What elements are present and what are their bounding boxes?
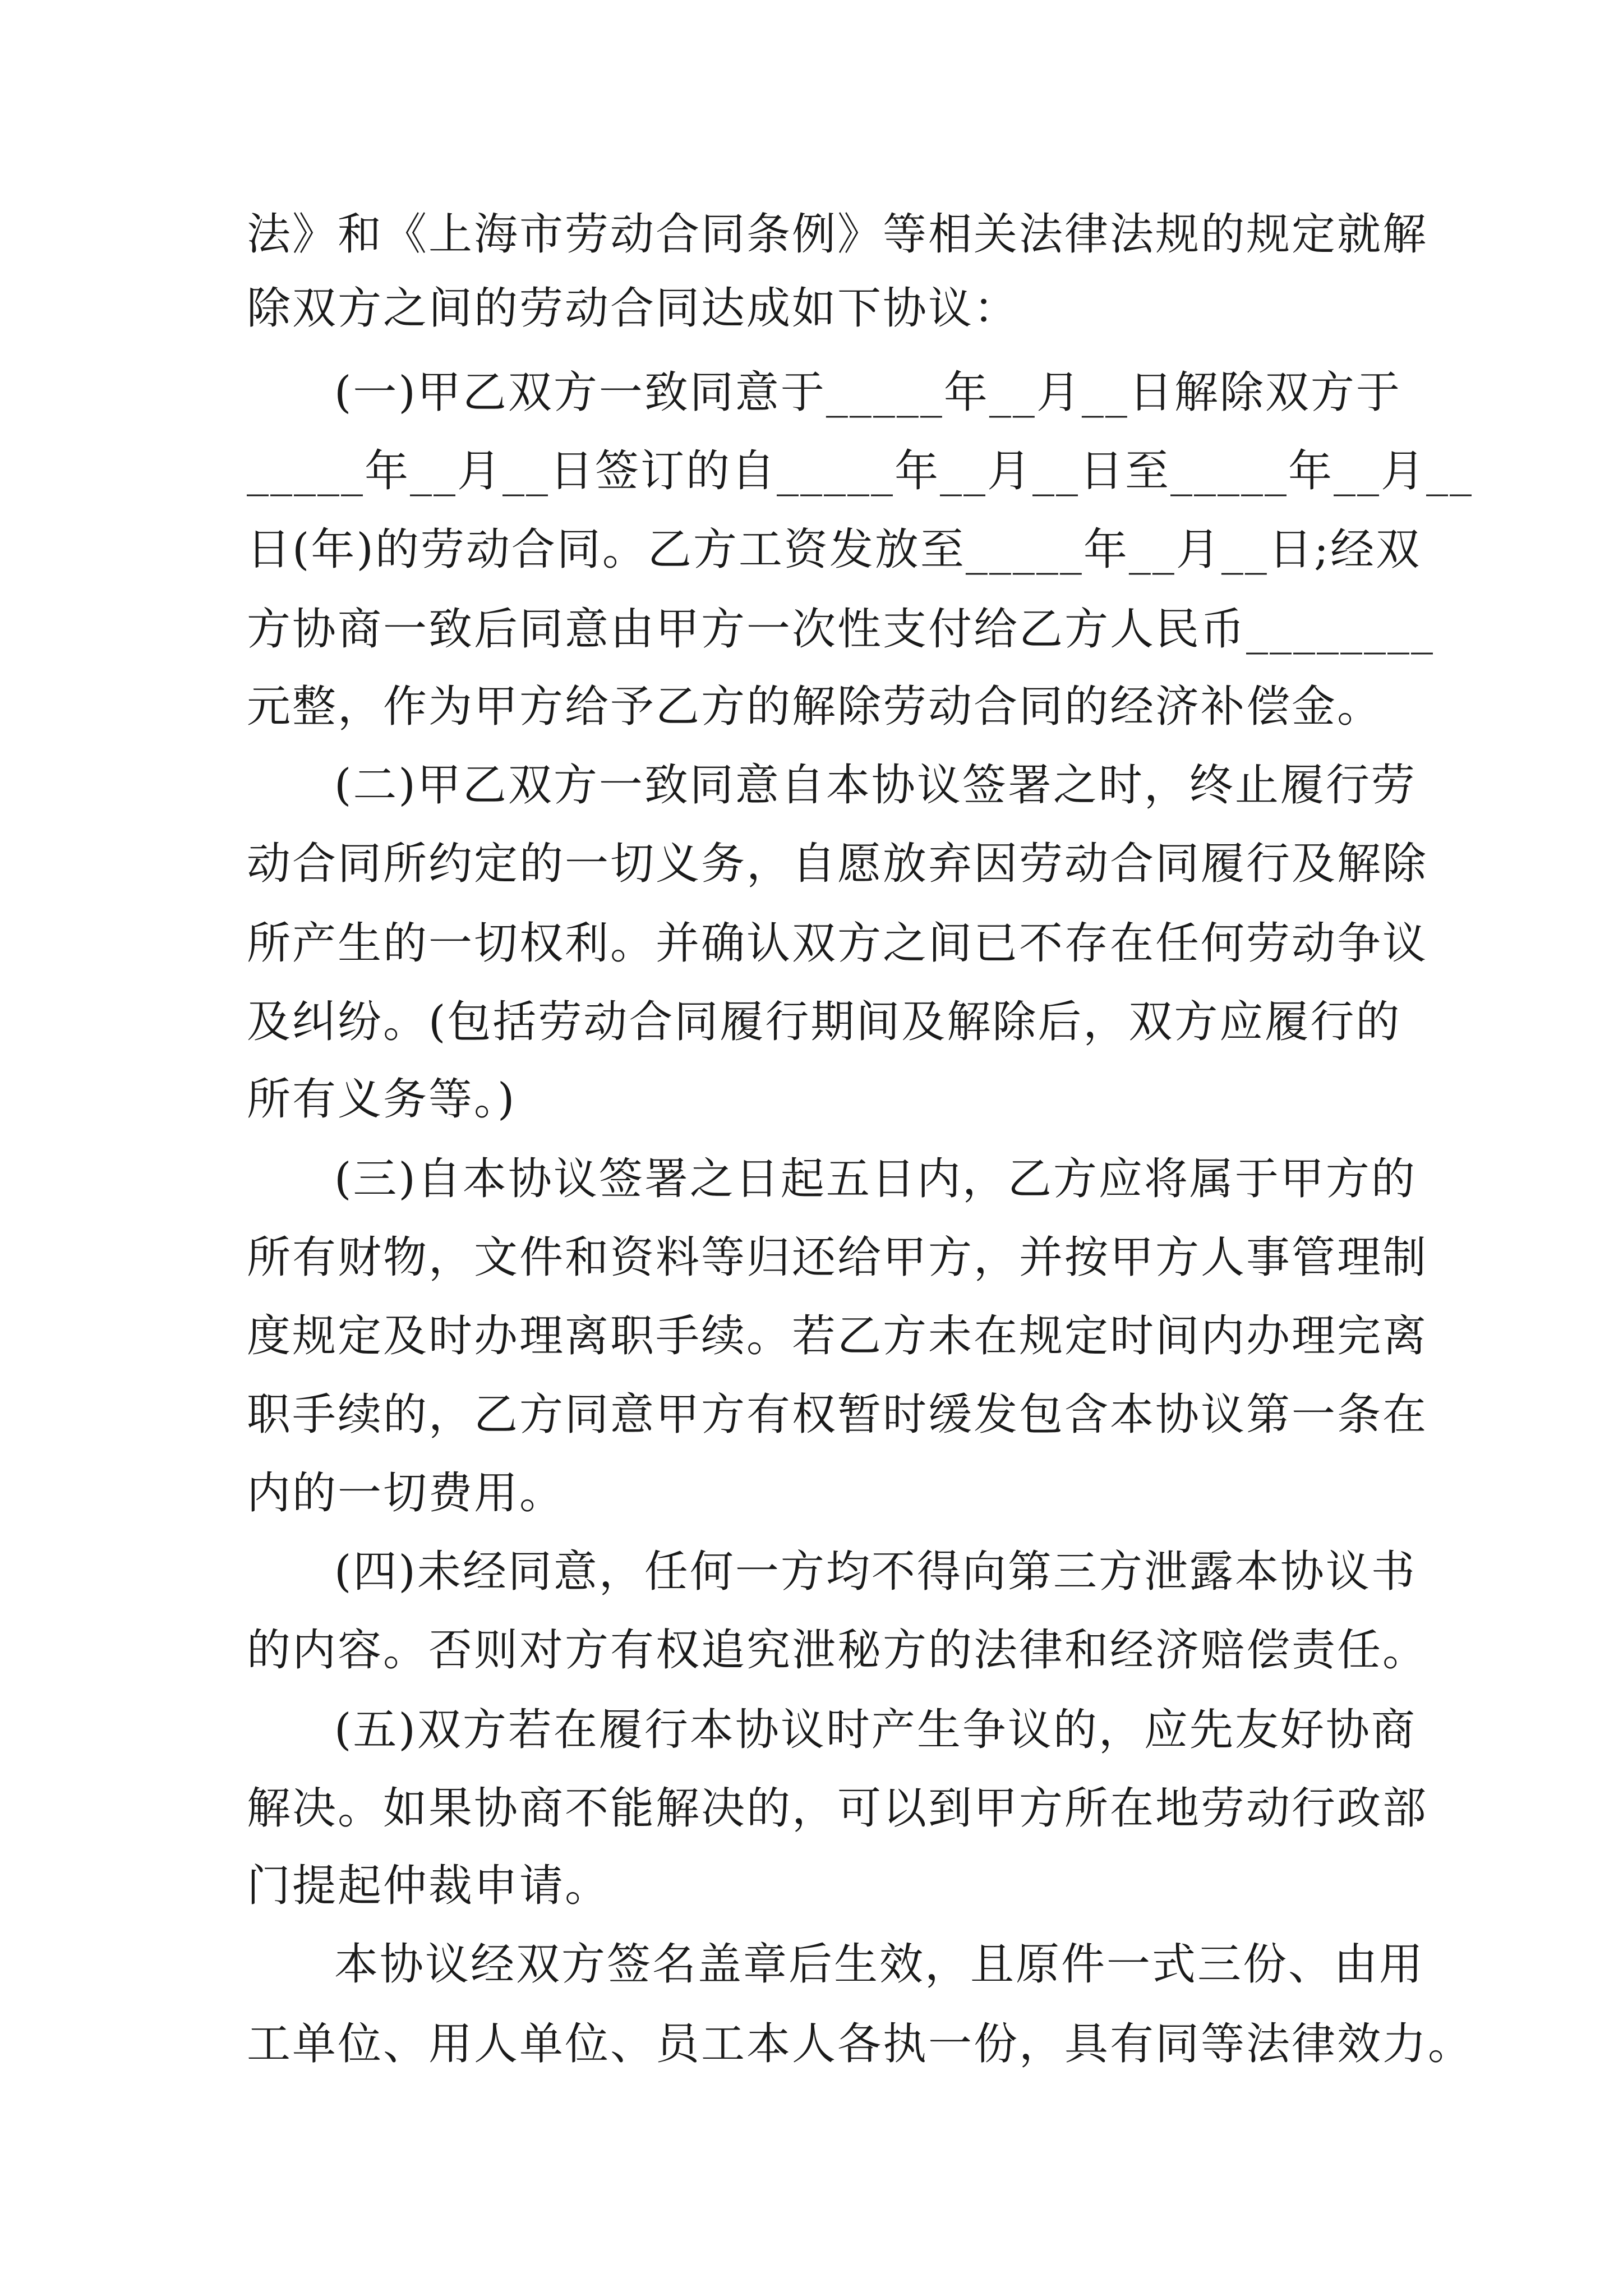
clause-2-line: (二)甲乙双方一致同意自本协议签署之时，终止履行劳 <box>334 760 1417 811</box>
clause-1-line: 日(年)的劳动合同。乙方工资发放至_____年__月__日;经双 <box>247 524 1422 575</box>
closing-line: 本协议经双方签名盖章后生效，且原件一式三份、由用 <box>334 1939 1425 1990</box>
closing-line: 工单位、用人单位、员工本人各执一份，具有同等法律效力。 <box>247 2019 1474 2069</box>
clause-2-line: 及纠纷。(包括劳动合同履行期间及解除后，双方应履行的 <box>247 997 1401 1047</box>
clause-3-line: 所有财物，文件和资料等归还给甲方，并按甲方人事管理制 <box>247 1232 1428 1283</box>
clause-3-line: 职手续的，乙方同意甲方有权暂时缓发包含本协议第一条在 <box>247 1389 1428 1440</box>
clause-1-line: 方协商一致后同意由甲方一次性支付给乙方人民币________ <box>247 604 1435 655</box>
clause-3-line: 度规定及时办理离职手续。若乙方未在规定时间内办理完离 <box>247 1311 1428 1361</box>
clause-2-line: 所有义务等。) <box>247 1074 517 1125</box>
clause-1-line: 元整，作为甲方给予乙方的解除劳动合同的经济补偿金。 <box>247 682 1383 732</box>
clause-1-line: _____年__月__日签订的自_____年__月__日至_____年__月__ <box>247 446 1474 496</box>
clause-5-line: 门提起仲裁申请。 <box>247 1861 611 1911</box>
clause-1-line: (一)甲乙双方一致同意于_____年__月__日解除双方于 <box>334 367 1401 418</box>
body-line: 除双方之间的劳动合同达成如下协议： <box>247 283 1020 334</box>
clause-5-line: (五)双方若在履行本协议时产生争议的，应先友好协商 <box>334 1705 1417 1755</box>
clause-4-line: (四)未经同意，任何一方均不得向第三方泄露本协议书 <box>334 1547 1417 1597</box>
clause-5-line: 解决。如果协商不能解决的，可以到甲方所在地劳动行政部 <box>247 1783 1428 1834</box>
clause-3-line: (三)自本协议签署之日起五日内，乙方应将属于甲方的 <box>334 1154 1417 1204</box>
clause-4-line: 的内容。否则对方有权追究泄秘方的法律和经济赔偿责任。 <box>247 1625 1428 1676</box>
body-line: 法》和《上海市劳动合同条例》等相关法律法规的规定就解 <box>247 209 1428 260</box>
clause-2-line: 所产生的一切权利。并确认双方之间已不存在任何劳动争议 <box>247 918 1428 969</box>
clause-3-line: 内的一切费用。 <box>247 1468 565 1519</box>
clause-2-line: 动合同所约定的一切义务，自愿放弃因劳动合同履行及解除 <box>247 839 1428 889</box>
